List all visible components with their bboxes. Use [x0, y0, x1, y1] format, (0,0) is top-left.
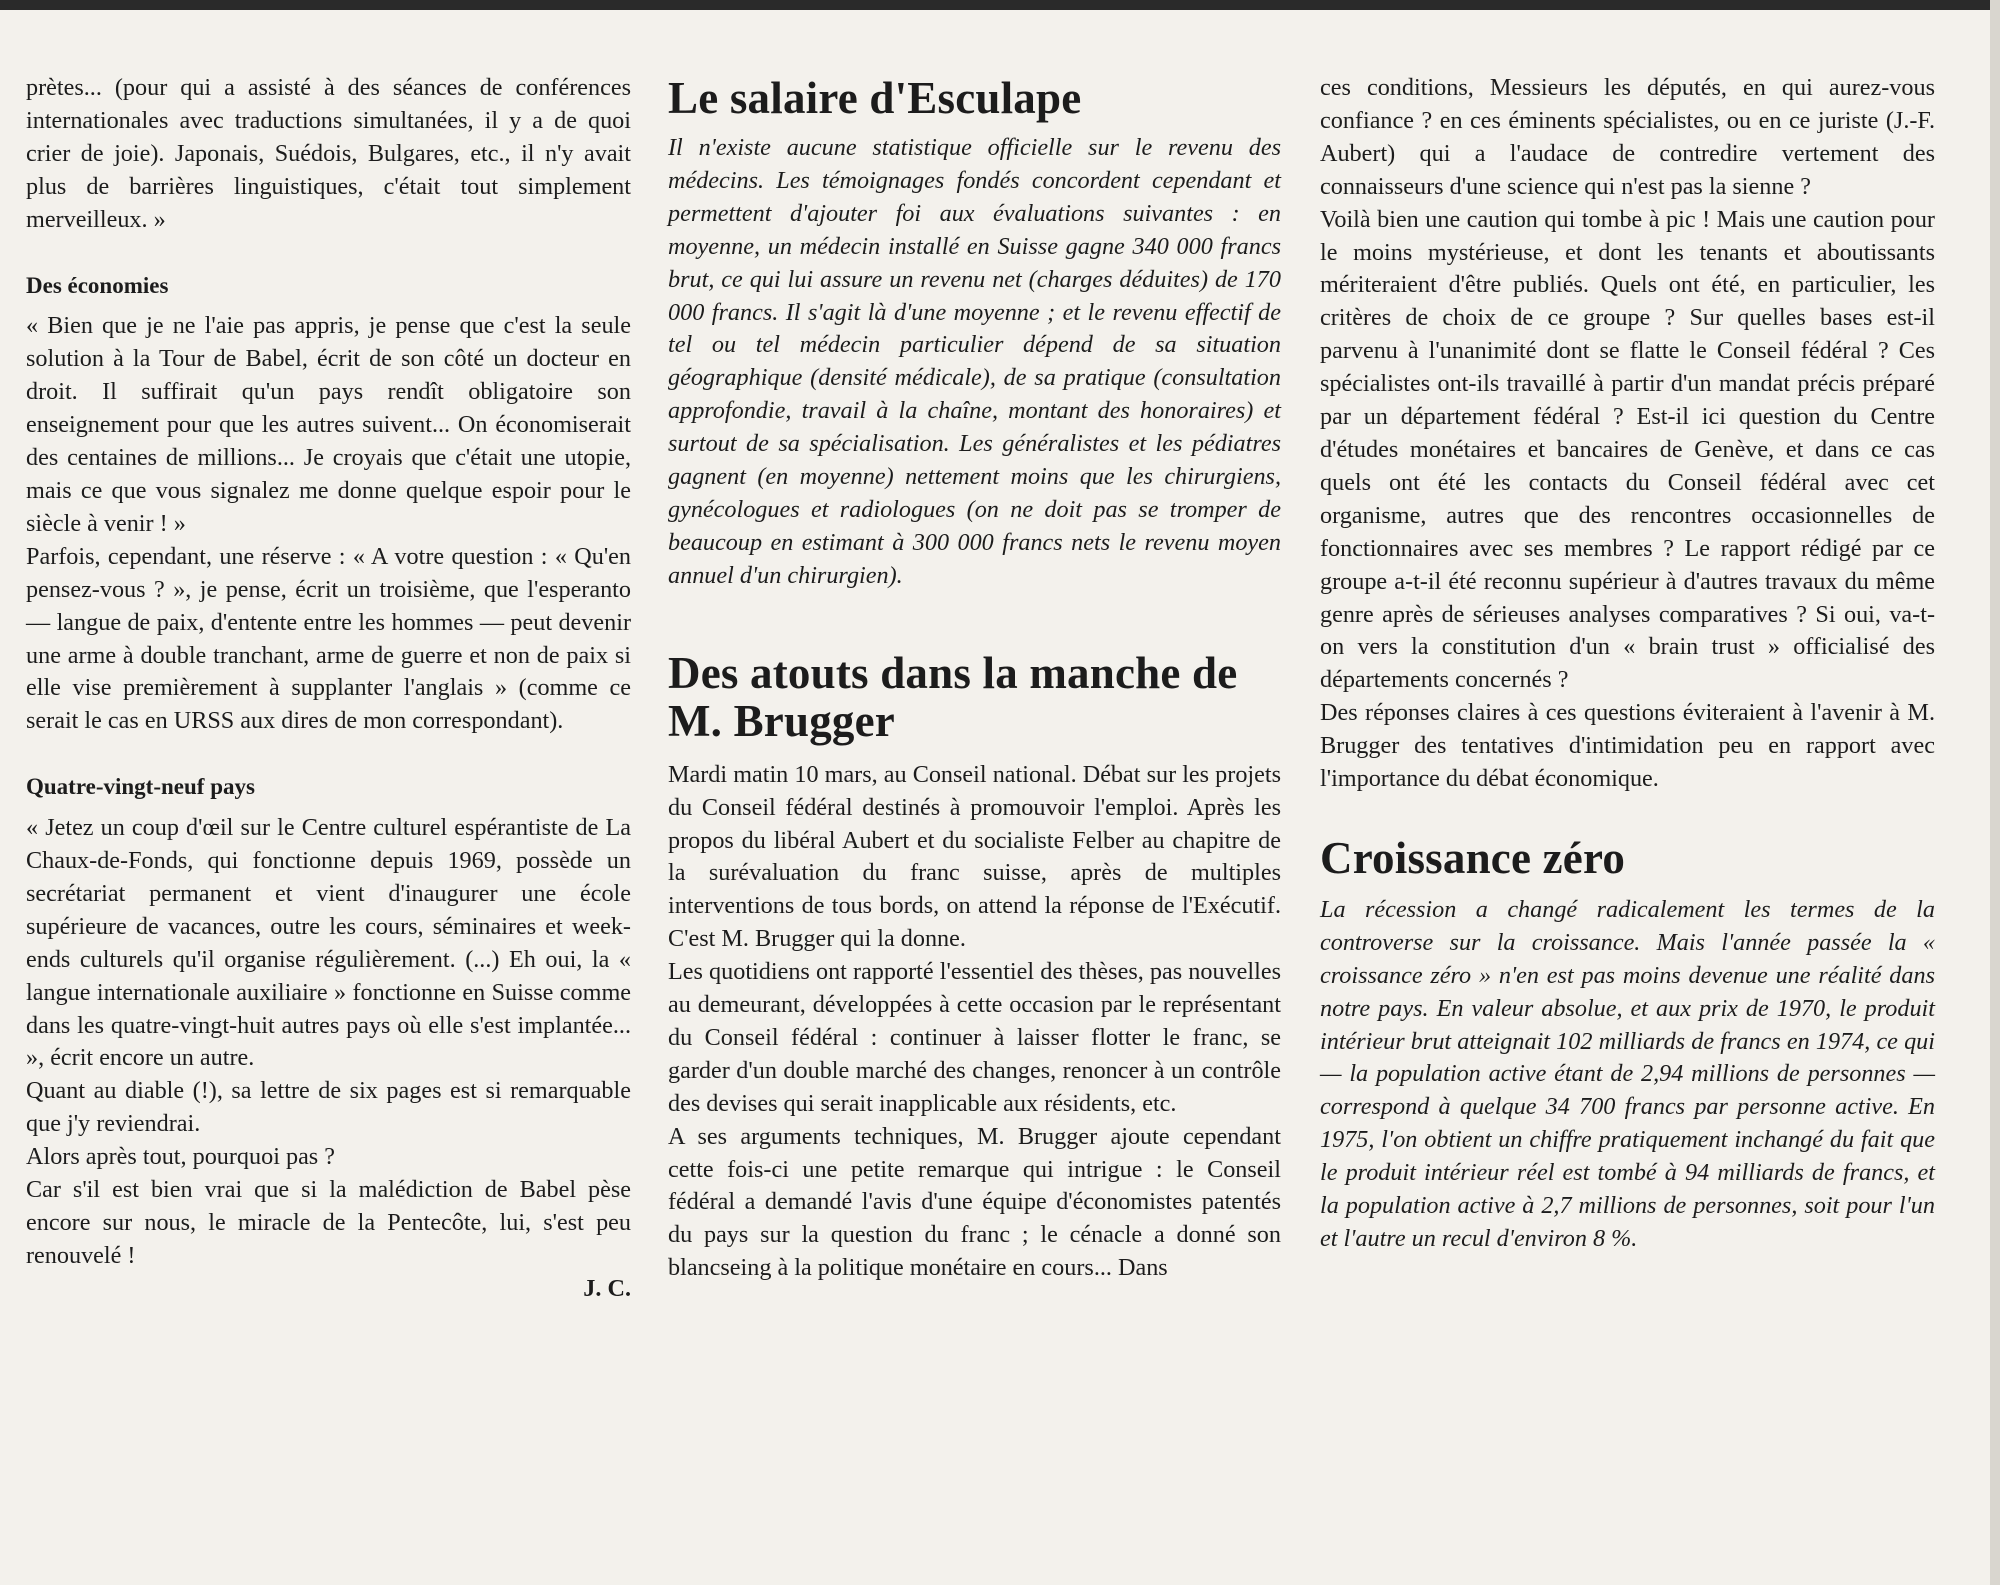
paragraph: prètes... (pour qui a assisté à des séances de conférences internationales avec traductions simultanées, il y a de quoi crier de joie). Japonais, Suédois, Bulgares, etc., il n'y avait plus de barrières linguistiques, c'était tout simplement merveilleux. »	[26, 74, 631, 233]
paragraph: « Jetez un coup d'œil sur le Centre culturel espérantiste de La Chaux-de-Fonds, qui fonctionne depuis 1969, possède un secrétariat permanent et vient d'inaugurer une école supérieure de vacances, outre les cours, séminaires et week-ends culturels qu'il organise régulièrement. (...) Eh oui, la « langue internationale auxiliaire » fonctionne en Suisse comme dans les quatre-vingt-huit autres pays où elle s'est implantée... », écrit encore un autre.	[26, 814, 631, 1072]
headline-croissance-zero: Croissance zéro	[1320, 832, 1626, 883]
paragraph: Des réponses claires à ces questions éviteraient à l'avenir à M. Brugger des tentatives d'intimidation peu en rapport avec l'importance du débat économique.	[1320, 699, 1935, 793]
lead-paragraph: La récession a changé radicalement les termes de la controverse sur la croissance. Mais l'année passée la « croissance zéro » n'en est pas moins devenue une réalité dans notre pays. En valeur absolue, et aux prix de 1970, le produit intérieur brut atteignait 102 milliards de francs en 1974, ce qui — la population active étant de 2,94 millions de personnes — correspond à quelque 34 700 francs par personne active. En 1975, l'on obtient un chiffre pratiquement inchangé du fait que le produit intérieur réel est tombé à 94 milliards de francs, et la population active à 2,7 millions de personnes, soit pour l'un et l'autre un recul d'environ 8 %.	[1320, 895, 1935, 1252]
paragraph: Les quotidiens ont rapporté l'essentiel des thèses, pas nouvelles au demeurant, développées à cette occasion par le représentant du Conseil fédéral : continuer à laisser flotter le franc, se garder d'un double marché des changes, renoncer à un contrôle des devises qui serait inapplicable aux résidents, etc.	[668, 958, 1281, 1117]
paragraph: Quant au diable (!), sa lettre de six pages est si remarquable que j'y reviendrai.	[26, 1077, 631, 1138]
column-middle	[668, 72, 1281, 1285]
subheading-quatre-vingt-neuf-pays: Quatre-vingt-neuf pays	[26, 774, 255, 800]
subheading-des-economies: Des économies	[26, 272, 169, 298]
paragraph: Alors après tout, pourquoi pas ?	[26, 1143, 336, 1171]
page-edge	[1990, 0, 2000, 1585]
top-rule	[0, 0, 2000, 10]
headline-atouts-brugger: Des atouts dans la manche de M. Brugger	[668, 647, 1238, 746]
paragraph: Car s'il est bien vrai que si la malédiction de Babel pèse encore sur nous, le miracle de la Pentecôte, lui, s'est peu renouvelé !	[26, 1176, 631, 1269]
lead-paragraph: Il n'existe aucune statistique officielle sur le revenu des médecins. Les témoignages fondés concordent cependant et permettent d'ajouter foi aux évaluations suivantes : en moyenne, un médecin installé en Suisse gagne 340 000 francs brut, ce qui lui assure un revenu net (charges déduites) de 170 000 francs. Il s'agit là d'une moyenne ; et le revenu effectif de tel ou tel médecin particulier dépend de sa situation géographique (densité médicale), de sa pratique (consultation approfondie, travail à la chaîne, montant des honoraires) et surtout de sa spécialisation. Les généralistes et les pédiatres gagnent (en moyenne) nettement moins que les chirurgiens, gynécologues et radiologues (on ne doit pas se tromper de beaucoup en estimant à 300 000 francs nets le revenu moyen annuel d'un chirurgien).	[668, 134, 1281, 589]
paragraph: ces conditions, Messieurs les députés, en qui aurez-vous confiance ? en ces éminents spécialistes, ou en ce juriste (J.-F. Aubert) qui a l'audace de contredire vertement des connaisseurs d'une science qui n'est pas la sienne ?	[1320, 74, 1935, 200]
author-signature: J. C.	[583, 1274, 631, 1302]
column-left	[26, 72, 631, 1306]
paragraph: « Bien que je ne l'aie pas appris, je pense que c'est la seule solution à la Tour de Babel, écrit de son côté un docteur en droit. Il suffirait qu'un pays rendît obligatoire son enseignement pour que les autres suivent... On économiserait des centaines de millions... Je croyais que c'était une utopie, mais ce que vous signalez me donne quelque espoir pour le siècle à venir ! »	[26, 312, 631, 537]
paragraph: Voilà bien une caution qui tombe à pic ! Mais une caution pour le moins mystérieuse, et dont les tenants et aboutissants mériteraient d'être publiés. Quels ont été, en particulier, les critères de choix de ce groupe ? Sur quelles bases est-il parvenu à l'unanimité dont se flatte le Conseil fédéral ? Ces spécialistes ont-ils travaillé à partir d'un mandat précis préparé par un département fédéral ? Est-il ici question du Centre d'études monétaires et bancaires de Genève, et dans ce cas quels ont été les contacts du Conseil fédéral avec cet organisme, autres que des rencontres occasionnelles de fonctionnaires avec ses membres ? Le rapport rédigé par ce groupe a-t-il été reconnu supérieur à d'autres travaux du même genre après de sérieuses analyses comparatives ? Si oui, va-t-on vers la constitution d'un « brain trust » officialisé des départements concernés ?	[1320, 205, 1935, 694]
column-right	[1320, 72, 1935, 1256]
headline-salaire-esculape: Le salaire d'Esculape	[668, 73, 1082, 123]
paragraph: Parfois, cependant, une réserve : « A votre question : « Qu'en pensez-vous ? », je pense, écrit un troisième, que l'esperanto — langue de paix, d'entente entre les hommes — peut devenir une arme à double tranchant, arme de guerre et non de paix si elle vise premièrement à supplanter l'anglais » (comme ce serait le cas en URSS aux dires de mon correspondant).	[26, 542, 631, 735]
paragraph: A ses arguments techniques, M. Brugger ajoute cependant cette fois-ci une petite remarque qui intrigue : le Conseil fédéral a demandé l'avis d'une équipe d'économistes patentés du pays sur la question du franc ; le cénacle a donné son blancseing à la politique monétaire en cours... Dans	[668, 1122, 1281, 1282]
paragraph: Mardi matin 10 mars, au Conseil national. Débat sur les projets du Conseil fédéral destinés à promouvoir l'emploi. Après les propos du libéral Aubert et du socialiste Felber au chapitre de la surévaluation du franc suisse, après de multiples interventions de tous bords, on attend la réponse de l'Exécutif. C'est M. Brugger qui la donne.	[668, 760, 1281, 953]
